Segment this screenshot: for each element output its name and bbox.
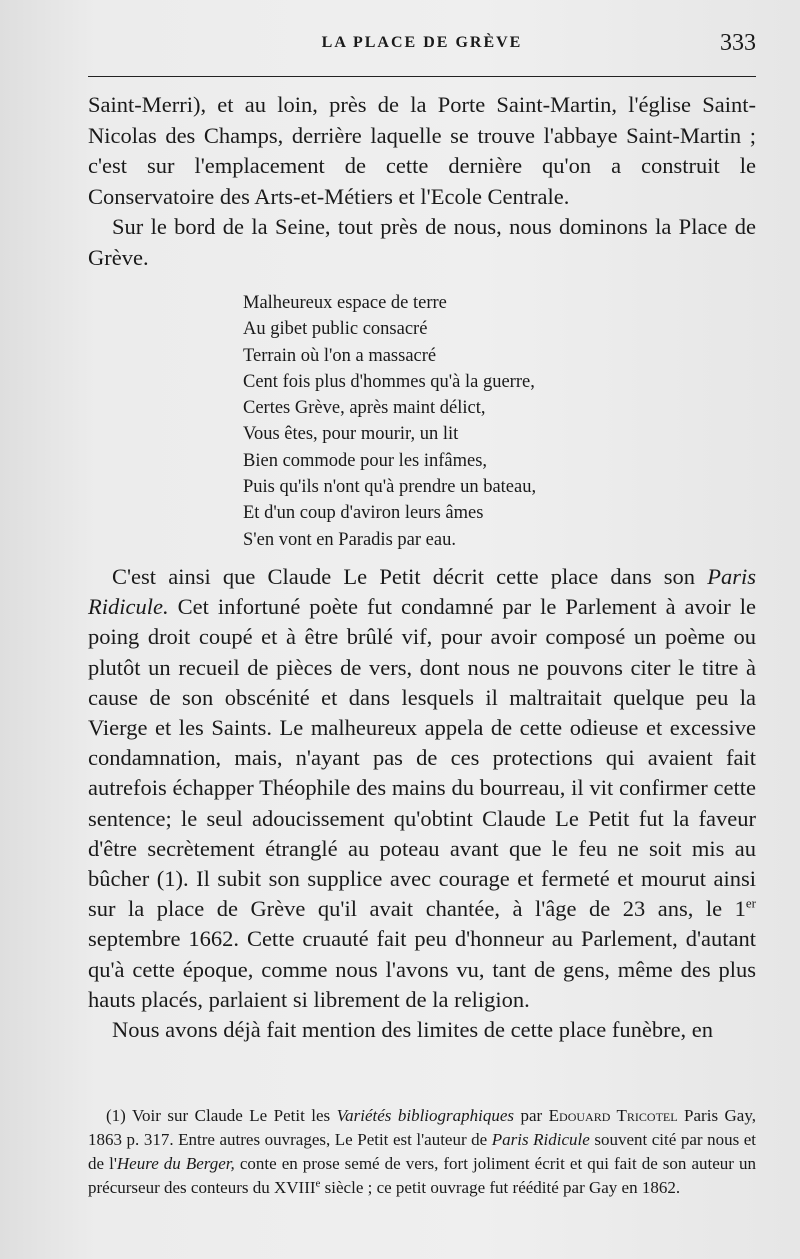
paragraph-text: septembre 1662. Cette cruauté fait peu d'honneur au Parlement, d'autant qu'à cette époque, comme nous l'avons vu, tant de gens, même des plus hauts placés, parlaient si librement de la religion. [88, 926, 756, 1012]
footnote-text-segment: siècle ; ce petit ouvrage fut réédité par Gay en 1862. [320, 1178, 681, 1197]
footnote-author: Edouard Tricotel [548, 1106, 678, 1125]
footnote-work-title: Variétés bibliographiques [336, 1106, 515, 1125]
footnote [88, 1104, 756, 1200]
poem-line: Bien commode pour les infâmes, [243, 450, 488, 471]
poem-line: Certes Grève, après maint délict, [243, 398, 486, 419]
paragraph-last: Nous avons déjà fait mention des limites de cette place funèbre, en [112, 1017, 714, 1043]
page-header [88, 30, 756, 66]
poem-line: Et d'un coup d'aviron leurs âmes [243, 503, 484, 524]
work-title: Paris Ridicule. [88, 564, 756, 620]
running-title: LA PLACE DE GRÈVE [321, 34, 523, 51]
paragraph-continued: Saint-Merri), et au loin, près de la Porte Saint-Martin, l'église Saint-Nicolas des Champs, derrière laquelle se trouve l'abbaye Saint-Martin ; c'est sur l'emplacement de cette dernière qu'on a construit le Conservatoire des Arts-et-Métiers et l'Ecole Centrale. [88, 92, 756, 209]
poem-line: Vous êtes, pour mourir, un lit [243, 424, 459, 445]
footnote-text-segment: par [514, 1106, 549, 1125]
footnote-text-segment: conte en prose semé de vers, fort joliment écrit et qui fait de son auteur un précurseur des conteurs du XVIII [88, 1154, 757, 1197]
paragraph-text: C'est ainsi que Claude Le Petit décrit cette place dans son [112, 564, 708, 589]
poem-line: S'en vont en Paradis par eau. [243, 529, 456, 550]
footnote-text [88, 1104, 756, 1200]
superscript: e [315, 1177, 321, 1190]
main-text-block [88, 562, 756, 1045]
paragraph-claude-le-petit [88, 562, 756, 1015]
top-text-block [88, 90, 756, 273]
poem-line: Puis qu'ils n'ont qu'à prendre un bateau, [243, 477, 537, 498]
page-number: 333 [720, 30, 756, 56]
poem-line: Cent fois plus d'hommes qu'à la guerre, [243, 371, 535, 392]
footnote-text-segment: souvent cité par nous et de l' [88, 1130, 757, 1173]
superscript: er [745, 895, 756, 911]
footnote-work-title: Paris Ridicule [491, 1130, 590, 1149]
poem-line: Au gibet public consacré [243, 319, 428, 340]
paragraph-text: Cet infortuné poète fut condamné par le Parlement à avoir le poing droit coupé et à être brûlé vif, pour avoir composé un poème ou plutôt un recueil de pièces de vers, dont nous ne pouvons citer le titre à cause de son obscénité et dans lesquels il maltraitait quelque peu la Vierge et les Saints. Le malheureux appela de cette odieuse et excessive condamnation, mais, n'ayant pas de ces protections qui avaient fait autrefois échapper Théophile des mains du bourreau, il vit confirmer cette sentence; le seul adoucissement qu'obtint Claude Le Petit fut la faveur d'être secrètement étranglé au poteau avant que le feu ne soit mis au bûcher (1). Il subit son supplice avec courage et fermeté et mourut ainsi sur la place de Grève qu'il avait chantée, à l'âge de 23 ans, le 1 [88, 594, 756, 922]
poem-block [243, 290, 643, 553]
poem-line: Malheureux espace de terre [243, 293, 447, 313]
footnote-text-segment: Paris Gay, 1863 p. 317. Entre autres ouvrages, Le Petit est l'auteur de [88, 1106, 756, 1149]
footnote-prefix: (1) Voir sur Claude Le Petit les [106, 1106, 337, 1125]
header-rule [88, 76, 756, 77]
footnote-work-title: Heure du Berger, [116, 1154, 235, 1173]
poem-line: Terrain où l'on a massacré [243, 345, 437, 366]
paragraph-seine: Sur le bord de la Seine, tout près de nous, nous dominons la Place de Grève. [88, 214, 756, 270]
